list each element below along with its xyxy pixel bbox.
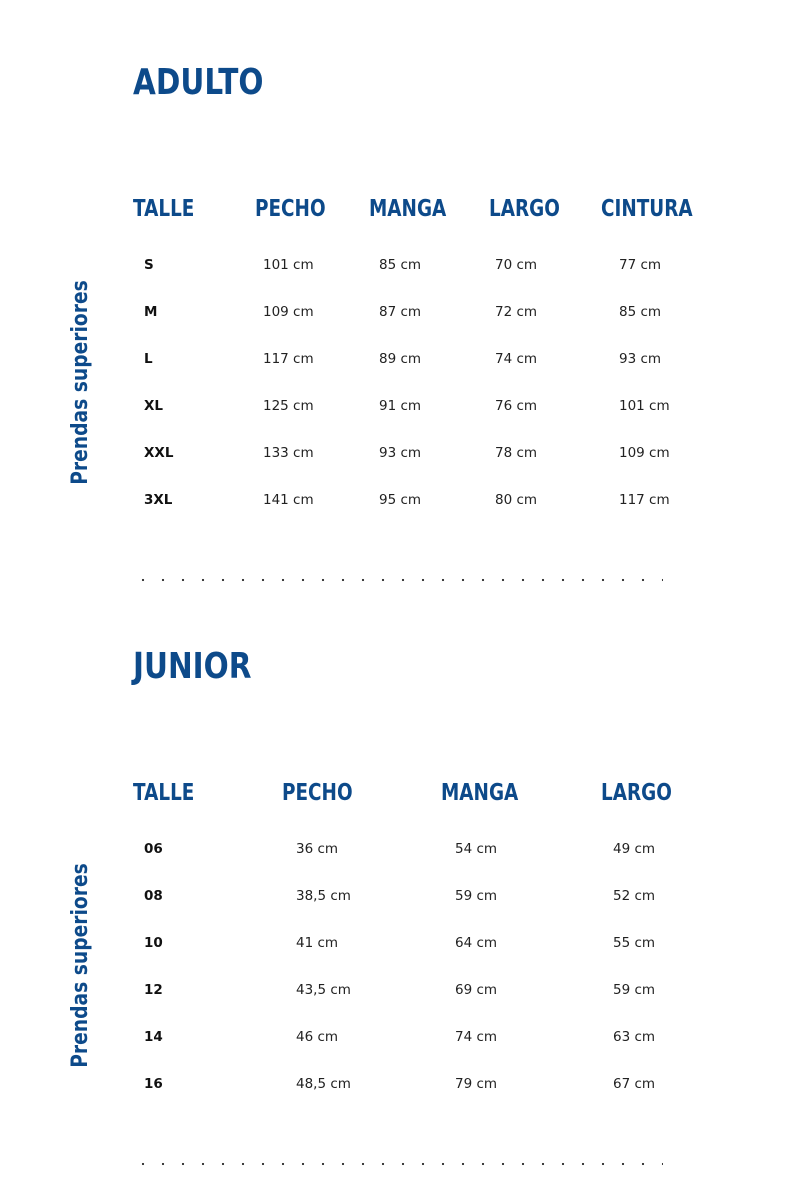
- sleeve-cell: 79 cm: [455, 1076, 498, 1092]
- sleeve-cell: 64 cm: [455, 935, 498, 951]
- table-row: [133, 351, 733, 371]
- length-cell: 72 cm: [495, 304, 538, 320]
- size-cell: S: [144, 257, 154, 273]
- size-cell: M: [144, 304, 158, 320]
- length-cell: 76 cm: [495, 398, 538, 414]
- junior-header-pecho: PECHO: [282, 780, 353, 806]
- chest-cell: 46 cm: [296, 1029, 339, 1045]
- length-cell: 52 cm: [613, 888, 656, 904]
- waist-cell: 77 cm: [619, 257, 662, 273]
- length-cell: 70 cm: [495, 257, 538, 273]
- waist-cell: 85 cm: [619, 304, 662, 320]
- junior-header-talle: TALLE: [133, 780, 195, 806]
- size-cell: XL: [144, 398, 164, 414]
- sleeve-cell: 74 cm: [455, 1029, 498, 1045]
- sleeve-cell: 89 cm: [379, 351, 422, 367]
- chest-cell: 133 cm: [263, 445, 314, 461]
- waist-cell: 93 cm: [619, 351, 662, 367]
- adult-side-label-text: Prendas superiores: [67, 280, 93, 485]
- size-cell: 16: [144, 1076, 163, 1092]
- table-row: [133, 935, 733, 955]
- chest-cell: 38,5 cm: [296, 888, 351, 904]
- adult-header-pecho: PECHO: [255, 196, 326, 222]
- chest-cell: 117 cm: [263, 351, 314, 367]
- table-row: [133, 982, 733, 1002]
- table-row: [133, 257, 733, 277]
- chest-cell: 43,5 cm: [296, 982, 351, 998]
- chest-cell: 109 cm: [263, 304, 314, 320]
- length-cell: 80 cm: [495, 492, 538, 508]
- table-row: [133, 304, 733, 324]
- length-cell: 49 cm: [613, 841, 656, 857]
- adult-header-manga: MANGA: [369, 196, 447, 222]
- chest-cell: 141 cm: [263, 492, 314, 508]
- adult-dotted-divider: [133, 578, 663, 582]
- table-row: [133, 492, 733, 512]
- table-row: [133, 841, 733, 861]
- junior-side-label: [68, 845, 93, 1086]
- adult-header-largo: LARGO: [489, 196, 560, 222]
- adult-side-label: [68, 262, 93, 503]
- table-row: [133, 445, 733, 465]
- size-cell: 12: [144, 982, 163, 998]
- size-cell: XXL: [144, 445, 174, 461]
- sleeve-cell: 54 cm: [455, 841, 498, 857]
- size-cell: 10: [144, 935, 163, 951]
- size-cell: 14: [144, 1029, 163, 1045]
- sleeve-cell: 87 cm: [379, 304, 422, 320]
- waist-cell: 109 cm: [619, 445, 670, 461]
- sleeve-cell: 69 cm: [455, 982, 498, 998]
- size-cell: L: [144, 351, 153, 367]
- junior-header-largo: LARGO: [601, 780, 672, 806]
- junior-header-manga: MANGA: [441, 780, 519, 806]
- adult-header-cintura: CINTURA: [601, 196, 693, 222]
- junior-side-label-text: Prendas superiores: [67, 863, 93, 1068]
- table-row: [133, 1029, 733, 1049]
- table-row: [133, 888, 733, 908]
- sleeve-cell: 91 cm: [379, 398, 422, 414]
- chest-cell: 125 cm: [263, 398, 314, 414]
- length-cell: 55 cm: [613, 935, 656, 951]
- chest-cell: 36 cm: [296, 841, 339, 857]
- length-cell: 59 cm: [613, 982, 656, 998]
- sleeve-cell: 85 cm: [379, 257, 422, 273]
- size-cell: 3XL: [144, 492, 173, 508]
- chest-cell: 41 cm: [296, 935, 339, 951]
- table-row: [133, 1076, 733, 1096]
- length-cell: 78 cm: [495, 445, 538, 461]
- waist-cell: 117 cm: [619, 492, 670, 508]
- adult-header-talle: TALLE: [133, 196, 195, 222]
- size-cell: 08: [144, 888, 163, 904]
- chest-cell: 48,5 cm: [296, 1076, 351, 1092]
- adult-section-title: ADULTO: [133, 62, 264, 103]
- junior-section-title: JUNIOR: [133, 646, 252, 687]
- sleeve-cell: 59 cm: [455, 888, 498, 904]
- chest-cell: 101 cm: [263, 257, 314, 273]
- sleeve-cell: 93 cm: [379, 445, 422, 461]
- junior-dotted-divider: [133, 1162, 663, 1166]
- table-row: [133, 398, 733, 418]
- length-cell: 63 cm: [613, 1029, 656, 1045]
- size-cell: 06: [144, 841, 163, 857]
- length-cell: 67 cm: [613, 1076, 656, 1092]
- length-cell: 74 cm: [495, 351, 538, 367]
- waist-cell: 101 cm: [619, 398, 670, 414]
- sleeve-cell: 95 cm: [379, 492, 422, 508]
